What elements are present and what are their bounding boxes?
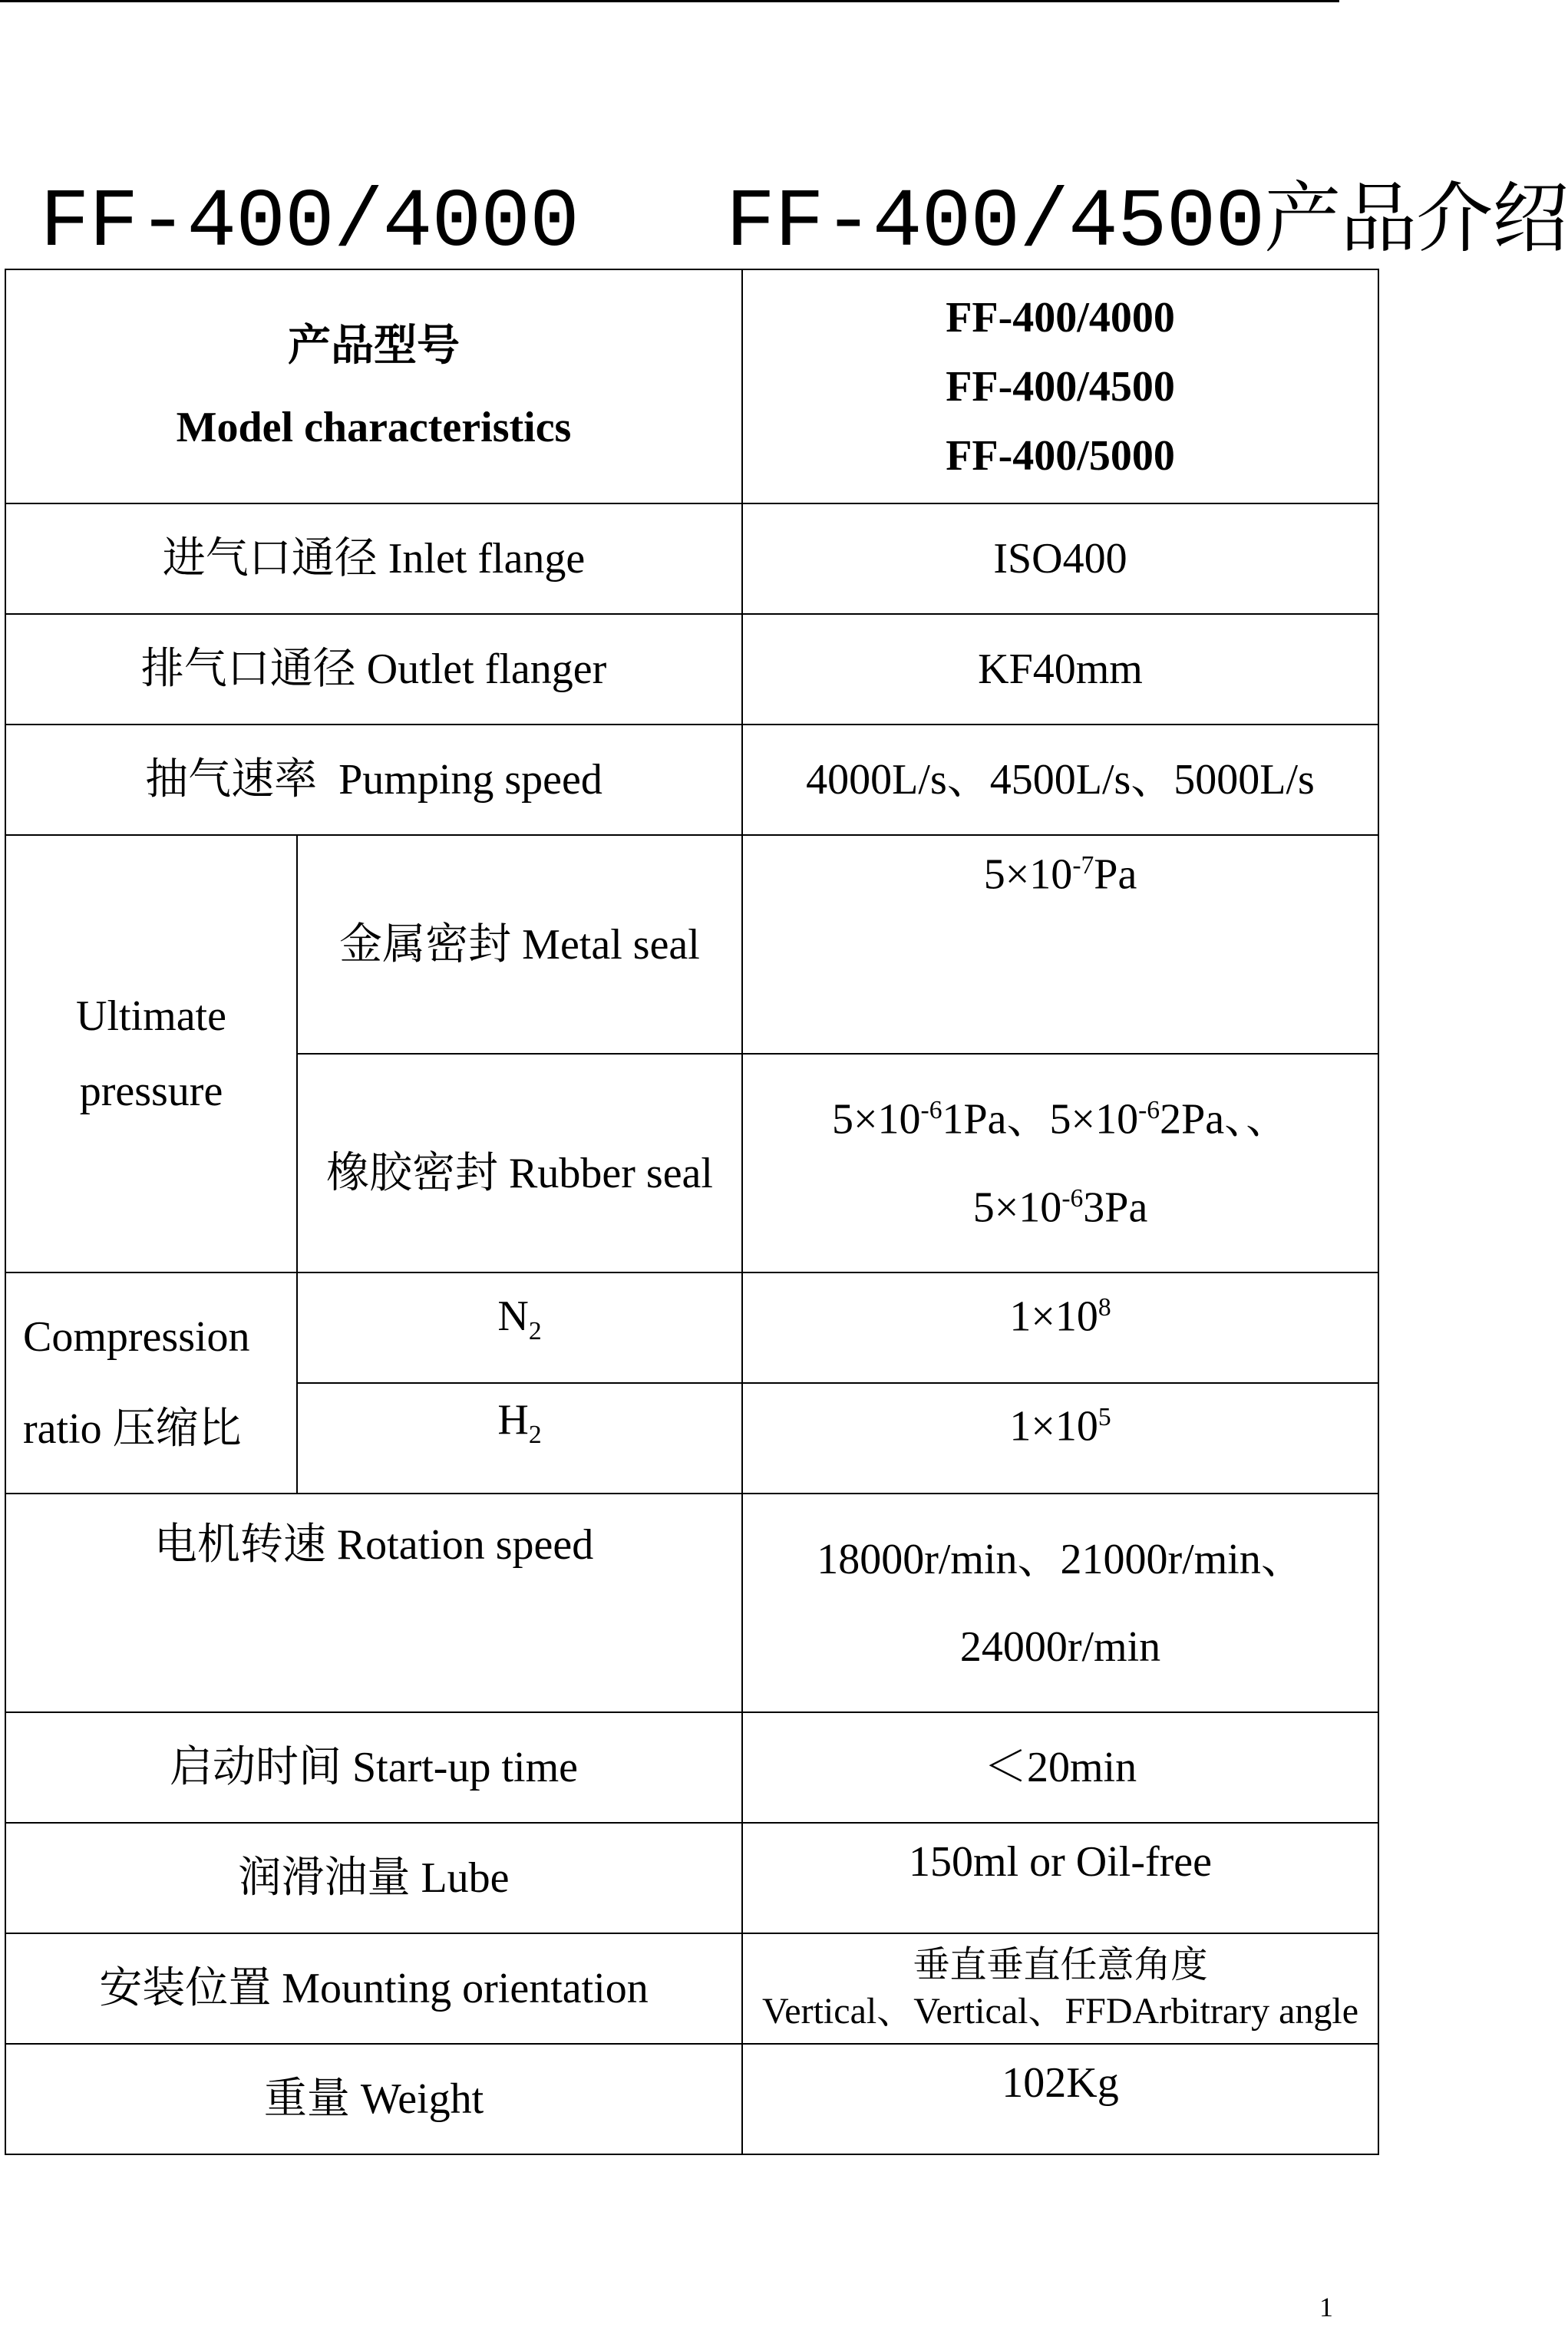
n2-exp: 8: [1098, 1293, 1111, 1322]
table-row-inlet: [5, 503, 1378, 614]
rubber-a-unit: 1Pa、: [942, 1095, 1050, 1144]
table-row-pumping-speed: [5, 725, 1378, 835]
lube-label: 润滑油量 Lube: [5, 1823, 742, 1933]
rubber-a-exp: -6: [920, 1095, 942, 1124]
model-item: FF-400/4500: [946, 362, 1175, 411]
top-rule: [0, 0, 1339, 2]
inlet-label: 进气口通径 Inlet flange: [5, 503, 742, 614]
n2-base: 1×10: [1009, 1292, 1098, 1341]
page-number: 1: [1319, 2292, 1333, 2322]
mounting-value-cn: 垂直垂直任意角度: [913, 1945, 1208, 1985]
model-label-cell: [5, 269, 742, 503]
n2-symbol: N: [497, 1292, 529, 1340]
rotation-value-line1: 18000r/min、21000r/min、: [817, 1535, 1304, 1583]
metal-base: 5×10: [983, 850, 1073, 899]
rotation-value-line2: 24000r/min: [959, 1622, 1161, 1671]
rubber-a-base: 5×10: [831, 1095, 921, 1144]
n2-value: [742, 1272, 1378, 1383]
metal-seal-label: 金属密封 Metal seal: [297, 835, 742, 1054]
outlet-label: 排气口通径 Outlet flanger: [5, 614, 742, 725]
page-title: [40, 153, 1568, 284]
rubber-b-base: 5×10: [1049, 1095, 1139, 1144]
h2-base: 1×10: [1009, 1403, 1098, 1451]
rubber-line1: [751, 1095, 1370, 1144]
spec-table: [5, 269, 1379, 2155]
weight-label: 重量 Weight: [5, 2044, 742, 2154]
table-row-outlet: [5, 614, 1378, 725]
lube-value: 150ml or Oil-free: [742, 1823, 1378, 1933]
h2-exp: 5: [1098, 1403, 1111, 1432]
rubber-b-exp: -6: [1138, 1095, 1160, 1124]
model-label-en: Model characteristics: [176, 403, 572, 451]
h2-value: [742, 1383, 1378, 1494]
ultimate-pressure-label: [5, 835, 297, 1272]
inlet-value: ISO400: [742, 503, 1378, 614]
rubber-c-exp: -6: [1061, 1183, 1084, 1213]
rubber-c-unit: 3Pa: [1083, 1183, 1148, 1232]
model-item: FF-400/4000: [946, 293, 1175, 342]
rubber-b-unit: 2Pa、、: [1160, 1095, 1289, 1144]
compression-ratio-label: [5, 1272, 297, 1494]
table-row-startup: [5, 1712, 1378, 1823]
rotation-value: [742, 1494, 1378, 1712]
metal-exp: -7: [1072, 851, 1094, 880]
model-list-cell: [742, 269, 1378, 503]
pumping-speed-value: 4000L/s、4500L/s、5000L/s: [742, 725, 1378, 835]
rubber-seal-label: 橡胶密封 Rubber seal: [297, 1054, 742, 1272]
model-label-cn: 产品型号: [288, 322, 460, 370]
startup-label: 启动时间 Start-up time: [5, 1712, 742, 1823]
table-row-lube: [5, 1823, 1378, 1933]
ultimate-label-line2: pressure: [79, 1068, 223, 1115]
weight-value: 102Kg: [742, 2044, 1378, 2154]
mounting-label: 安装位置 Mounting orientation: [5, 1933, 742, 2044]
page-title-models: FF-400/4000 FF-400/4500: [40, 177, 1265, 270]
n2-subscript: 2: [528, 1317, 542, 1346]
compression-label-line2: ratio 压缩比: [23, 1405, 242, 1453]
startup-value: ＜20min: [742, 1712, 1378, 1823]
table-row-ultimate-metal: [5, 835, 1378, 1054]
rubber-line2: [751, 1183, 1370, 1232]
ultimate-label-line1: Ultimate: [76, 992, 226, 1040]
pumping-speed-label: 抽气速率 Pumping speed: [5, 725, 742, 835]
metal-seal-value: [742, 835, 1378, 1054]
mounting-value: [742, 1933, 1378, 2044]
table-row-mounting: [5, 1933, 1378, 2044]
table-row-rotation: [5, 1494, 1378, 1712]
rotation-label: 电机转速 Rotation speed: [5, 1494, 742, 1712]
model-item: FF-400/5000: [946, 431, 1175, 480]
table-row-compression-n2: [5, 1272, 1378, 1383]
n2-label: [297, 1272, 742, 1383]
page-title-cjk: 产品介绍: [1264, 173, 1568, 263]
rubber-c-base: 5×10: [972, 1183, 1062, 1232]
table-row-header: [5, 269, 1378, 503]
compression-label-line1: Compression: [23, 1312, 250, 1361]
outlet-value: KF40mm: [742, 614, 1378, 725]
h2-label: [297, 1383, 742, 1494]
h2-subscript: 2: [528, 1421, 542, 1450]
mounting-value-en: Vertical、Vertical、FFDArbitrary angle: [761, 1991, 1359, 2032]
rubber-seal-value: [742, 1054, 1378, 1272]
metal-unit: Pa: [1094, 850, 1137, 899]
table-row-weight: [5, 2044, 1378, 2154]
h2-symbol: H: [497, 1396, 529, 1444]
